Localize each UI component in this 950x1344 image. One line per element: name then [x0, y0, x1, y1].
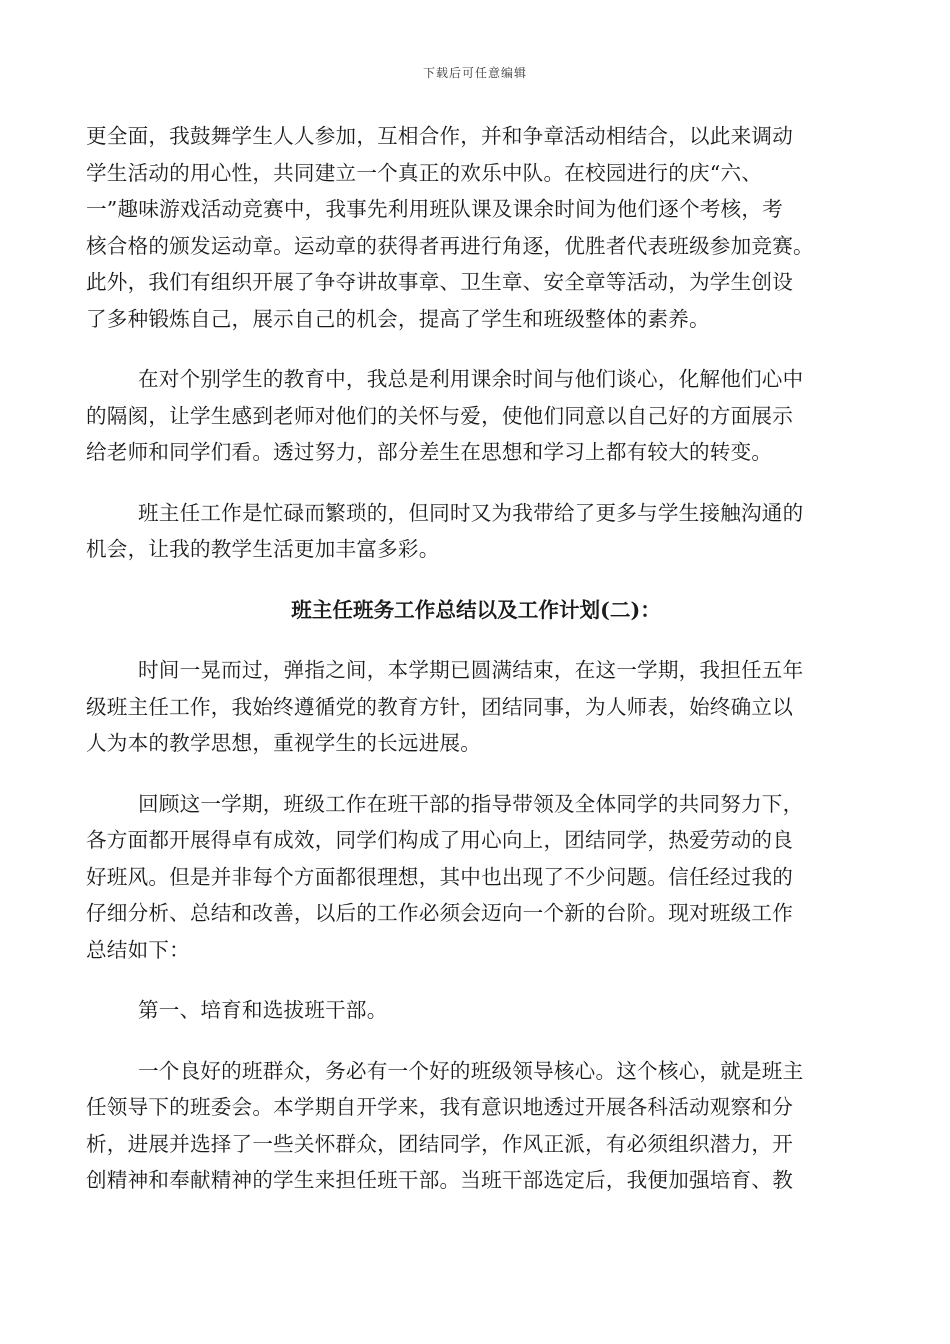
text-line: 此外，我们有组织开展了争夺讲故事章、卫生章、安全章等活动，为学生创设 [86, 270, 793, 294]
text-line: 各方面都开展得卓有成效，同学们构成了用心向上，团结同学，热爱劳动的良 [86, 828, 793, 852]
text-line: 班主任工作是忙碌而繁琐的，但同时又为我带给了更多与学生接触沟通的 [138, 500, 804, 525]
text-line: 第一、培育和选拔班干部。 [138, 998, 388, 1022]
text-line: 更全面，我鼓舞学生人人参加，互相合作，并和争章活动相结合，以此来调动 [86, 124, 793, 148]
paragraph-6 [86, 992, 866, 1029]
text-line: 学生活动的用心性，共同建立一个真正的欢乐中队。在校园进行的庆“六、 [86, 160, 763, 185]
paragraph-3 [86, 495, 866, 568]
text-line: 人为本的教学思想，重视学生的长远进展。 [86, 731, 482, 755]
text-line: 总结如下： [86, 937, 190, 962]
paragraph-7 [86, 1053, 866, 1199]
text-line: 在对个别学生的教育中，我总是利用课余时间与他们谈心，化解他们心中 [138, 367, 804, 391]
text-line: 核合格的颁发运动章。运动章的获得者再进行角逐，优胜者代表班级参加竞赛。 [86, 233, 814, 258]
text-line: 任领导下的班委会。本学期自开学来，我有意识地透过开展各科活动观察和分 [86, 1095, 793, 1119]
paragraph-1 [86, 118, 866, 337]
text-line: 析，进展并选择了一些关怀群众，团结同学，作风正派，有必须组织潜力，开 [86, 1131, 793, 1156]
document-body [86, 118, 866, 1199]
text-line: 创精神和奉献精神的学生来担任班干部。当班干部选定后，我便加强培育、教 [86, 1168, 793, 1192]
text-line: 好班风。但是并非每个方面都很理想，其中也出现了不少问题。信任经过我的 [86, 864, 793, 889]
text-line: 机会，让我的教学生活更加丰富多彩。 [86, 537, 440, 561]
text-line: 级班主任工作，我始终遵循党的教育方针，团结同事，为人师表，始终确立以 [86, 694, 793, 719]
text-line: 的隔阂，让学生感到老师对他们的关怀与爱，使他们同意以自己好的方面展示 [86, 403, 793, 428]
paragraph-5 [86, 786, 866, 969]
text-line: 给老师和同学们看。透过努力，部分差生在思想和学习上都有较大的转变。 [86, 440, 773, 464]
text-line: 回顾这一学期，班级工作在班干部的指导带领及全体同学的共同努力下， [138, 791, 804, 816]
text-line: 一个良好的班群众，务必有一个好的班级领导核心。这个核心，就是班主 [138, 1058, 804, 1083]
text-line: 了多种锻炼自己，展示自己的机会，提高了学生和班级整体的素养。 [86, 306, 710, 331]
section-title: 班主任班务工作总结以及工作计划(二)： [291, 597, 661, 622]
text-line: 仔细分析、总结和改善，以后的工作必须会迈向一个新的台阶。现对班级工作 [86, 901, 793, 925]
paragraph-4 [86, 652, 866, 762]
header-note: 下载后可任意编辑 [422, 66, 527, 80]
paragraph-2 [86, 361, 866, 471]
text-line: 时间一晃而过，弹指之间，本学期已圆满结束，在这一学期，我担任五年 [138, 658, 804, 682]
text-line: 一”趣味游戏活动竞赛中，我事先利用班队课及课余时间为他们逐个考核，考 [86, 197, 783, 221]
